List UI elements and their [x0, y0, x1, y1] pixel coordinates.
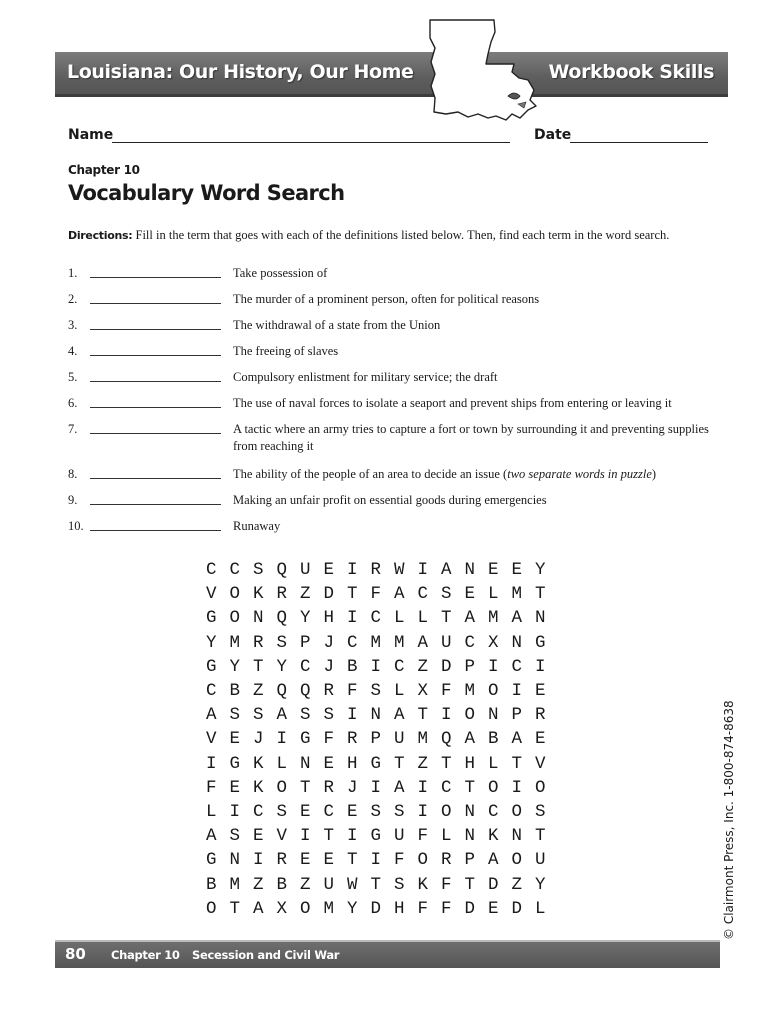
grid-letter: S: [370, 681, 382, 701]
grid-letter: Y: [206, 632, 217, 653]
grid-letter: E: [229, 777, 241, 798]
grid-letter: O: [511, 802, 523, 822]
name-label: Name: [68, 127, 114, 143]
grid-letter: U: [535, 850, 546, 871]
definition-text: The ability of the people of an area to decide an issue (two separate words in puzzle): [233, 467, 657, 481]
grid-letter: O: [488, 681, 499, 701]
grid-letter: K: [417, 874, 429, 895]
grid-letter: S: [441, 584, 452, 605]
grid-row: [206, 826, 559, 846]
grid-letter: F: [206, 777, 217, 798]
grid-letter: L: [394, 681, 405, 701]
answer-blank[interactable]: [90, 407, 221, 408]
definition-text: Runaway: [233, 519, 281, 533]
grid-letter: I: [417, 777, 429, 798]
grid-letter: I: [253, 850, 264, 871]
grid-letter: T: [370, 874, 382, 895]
grid-letter: S: [253, 560, 264, 580]
grid-letter: E: [464, 584, 476, 605]
grid-row: [206, 850, 559, 870]
grid-letter: A: [441, 560, 452, 580]
definition-number: 8.: [68, 467, 78, 481]
grid-letter: Z: [417, 656, 429, 677]
grid-letter: A: [511, 729, 523, 750]
grid-letter: O: [488, 777, 499, 798]
grid-letter: B: [488, 729, 499, 750]
grid-letter: E: [323, 560, 335, 580]
name-input-line[interactable]: [112, 142, 510, 143]
grid-letter: N: [370, 705, 382, 726]
grid-letter: I: [347, 608, 358, 629]
grid-letter: I: [511, 777, 523, 798]
answer-blank[interactable]: [90, 303, 221, 304]
grid-letter: O: [276, 777, 288, 798]
grid-letter: T: [441, 608, 452, 629]
grid-letter: X: [276, 898, 288, 919]
grid-letter: M: [417, 729, 429, 750]
grid-letter: Z: [300, 874, 311, 895]
grid-letter: I: [535, 656, 546, 677]
grid-letter: K: [253, 777, 264, 798]
grid-letter: T: [253, 656, 264, 677]
definition-text: The murder of a prominent person, often for political reasons: [233, 292, 540, 306]
grid-letter: I: [370, 777, 382, 798]
grid-letter: F: [417, 826, 429, 847]
grid-letter: C: [347, 632, 358, 653]
grid-letter: I: [511, 681, 523, 701]
grid-letter: G: [370, 826, 382, 847]
grid-letter: R: [323, 777, 335, 798]
grid-letter: C: [441, 777, 452, 798]
grid-letter: O: [229, 608, 241, 629]
grid-letter: A: [394, 777, 405, 798]
grid-letter: S: [276, 632, 288, 653]
answer-blank[interactable]: [90, 381, 221, 382]
grid-letter: G: [206, 608, 217, 629]
grid-letter: D: [370, 898, 382, 919]
definition-text: A tactic where an army tries to capture a fort or town by surrounding it and preventing supplies from reaching it: [233, 422, 709, 453]
grid-letter: B: [276, 874, 288, 895]
grid-letter: J: [323, 656, 335, 677]
grid-letter: Q: [441, 729, 452, 750]
definition-number: 6.: [68, 396, 78, 410]
grid-letter: Y: [347, 898, 358, 919]
grid-letter: Q: [300, 681, 311, 701]
definition-number: 1.: [68, 266, 78, 280]
grid-letter: T: [229, 898, 241, 919]
definition-number: 9.: [68, 493, 78, 507]
definition-number: 5.: [68, 370, 78, 384]
grid-letter: O: [300, 898, 311, 919]
grid-letter: C: [511, 656, 523, 677]
definition-number: 3.: [68, 318, 78, 332]
grid-letter: D: [511, 898, 523, 919]
grid-letter: U: [394, 826, 405, 847]
grid-letter: O: [229, 584, 241, 605]
grid-letter: Y: [535, 560, 546, 580]
grid-letter: E: [535, 729, 546, 750]
grid-letter: N: [464, 802, 476, 822]
directions: [68, 228, 728, 243]
grid-letter: T: [347, 850, 358, 871]
definition-main-text: The ability of the people of an area to decide an issue: [233, 467, 500, 481]
grid-letter: V: [206, 729, 217, 750]
grid-letter: A: [464, 608, 476, 629]
grid-letter: V: [535, 753, 546, 774]
grid-letter: M: [229, 632, 241, 653]
grid-letter: N: [511, 826, 523, 847]
grid-letter: A: [488, 850, 499, 871]
grid-letter: G: [206, 850, 217, 871]
grid-letter: S: [229, 826, 241, 847]
grid-letter: U: [300, 560, 311, 580]
grid-letter: E: [347, 802, 358, 822]
grid-letter: H: [323, 608, 335, 629]
footer-chapter: Chapter 10: [111, 948, 180, 962]
grid-letter: R: [370, 560, 382, 580]
definition-note: two separate words in puzzle: [507, 467, 652, 481]
grid-letter: O: [441, 802, 452, 822]
grid-letter: T: [417, 705, 429, 726]
grid-letter: E: [300, 802, 311, 822]
grid-letter: Y: [276, 656, 288, 677]
grid-letter: A: [394, 584, 405, 605]
grid-letter: K: [253, 753, 264, 774]
grid-letter: U: [394, 729, 405, 750]
grid-letter: I: [347, 705, 358, 726]
chapter-label: Chapter 10: [68, 163, 140, 177]
answer-blank[interactable]: [90, 504, 221, 505]
grid-row: [206, 608, 559, 628]
grid-row: [206, 633, 559, 653]
grid-letter: N: [464, 826, 476, 847]
date-input-line[interactable]: [570, 142, 708, 143]
grid-letter: J: [323, 632, 335, 653]
grid-letter: E: [300, 850, 311, 871]
grid-letter: N: [535, 608, 546, 629]
grid-letter: V: [276, 826, 288, 847]
grid-row: [206, 657, 559, 677]
grid-letter: S: [253, 705, 264, 726]
grid-letter: P: [370, 729, 382, 750]
grid-row: [206, 560, 559, 580]
grid-letter: T: [394, 753, 405, 774]
definition-text: The use of naval forces to isolate a seaport and prevent ships from entering or leaving it: [233, 396, 672, 410]
grid-letter: V: [206, 584, 217, 605]
grid-letter: U: [323, 874, 335, 895]
grid-letter: I: [206, 753, 217, 774]
grid-letter: C: [206, 560, 217, 580]
grid-letter: S: [370, 802, 382, 822]
definition-text: The freeing of slaves: [233, 344, 339, 358]
answer-blank[interactable]: [90, 277, 221, 278]
grid-letter: A: [417, 632, 429, 653]
grid-letter: R: [535, 705, 546, 726]
grid-letter: R: [276, 584, 288, 605]
grid-row: [206, 584, 559, 604]
grid-letter: T: [535, 584, 546, 605]
definition-text: Compulsory enlistment for military service; the draft: [233, 370, 498, 384]
definition-text: Making an unfair profit on essential goods during emergencies: [233, 493, 547, 507]
definition-text: The withdrawal of a state from the Union: [233, 318, 441, 332]
header-bar: [55, 52, 728, 97]
grid-letter: F: [441, 898, 452, 919]
grid-letter: B: [229, 681, 241, 701]
grid-letter: I: [488, 656, 499, 677]
grid-letter: S: [323, 705, 335, 726]
grid-letter: R: [253, 632, 264, 653]
grid-letter: F: [347, 681, 358, 701]
grid-letter: Q: [276, 608, 288, 629]
grid-letter: C: [206, 681, 217, 701]
grid-letter: D: [488, 874, 499, 895]
answer-blank[interactable]: [90, 530, 221, 531]
grid-letter: N: [511, 632, 523, 653]
definition-number: 10.: [68, 519, 84, 533]
grid-letter: P: [464, 850, 476, 871]
grid-row: [206, 729, 559, 749]
answer-blank[interactable]: [90, 433, 221, 434]
grid-letter: I: [370, 656, 382, 677]
grid-letter: I: [347, 560, 358, 580]
grid-letter: Z: [253, 874, 264, 895]
grid-letter: K: [488, 826, 499, 847]
grid-letter: Z: [253, 681, 264, 701]
grid-letter: T: [347, 584, 358, 605]
grid-letter: G: [535, 632, 546, 653]
grid-letter: E: [535, 681, 546, 701]
grid-letter: E: [323, 753, 335, 774]
grid-letter: Z: [511, 874, 523, 895]
grid-letter: L: [488, 584, 499, 605]
grid-letter: G: [229, 753, 241, 774]
grid-letter: P: [464, 656, 476, 677]
grid-letter: M: [370, 632, 382, 653]
grid-letter: F: [323, 729, 335, 750]
grid-letter: Z: [417, 753, 429, 774]
grid-letter: T: [535, 826, 546, 847]
grid-letter: L: [276, 753, 288, 774]
definition-number: 7.: [68, 422, 78, 436]
grid-letter: E: [488, 560, 499, 580]
footer-bar: [55, 940, 720, 968]
answer-blank[interactable]: [90, 478, 221, 479]
grid-letter: C: [300, 656, 311, 677]
grid-letter: N: [253, 608, 264, 629]
grid-letter: U: [441, 632, 452, 653]
grid-row: [206, 875, 559, 895]
footer-section-title: Secession and Civil War: [192, 948, 340, 962]
grid-letter: D: [323, 584, 335, 605]
grid-letter: O: [417, 850, 429, 871]
grid-letter: C: [464, 632, 476, 653]
grid-letter: C: [323, 802, 335, 822]
grid-letter: E: [488, 898, 499, 919]
grid-letter: L: [535, 898, 546, 919]
grid-letter: F: [370, 584, 382, 605]
definition-number: 2.: [68, 292, 78, 306]
grid-letter: S: [535, 802, 546, 822]
grid-letter: M: [464, 681, 476, 701]
grid-letter: K: [253, 584, 264, 605]
grid-letter: Y: [535, 874, 546, 895]
grid-letter: E: [511, 560, 523, 580]
grid-letter: O: [206, 898, 217, 919]
grid-letter: G: [206, 656, 217, 677]
grid-letter: A: [206, 705, 217, 726]
grid-letter: W: [347, 874, 358, 895]
grid-letter: I: [441, 705, 452, 726]
grid-row: [206, 754, 559, 774]
grid-letter: R: [323, 681, 335, 701]
grid-letter: F: [441, 681, 452, 701]
grid-letter: O: [511, 850, 523, 871]
grid-letter: N: [464, 560, 476, 580]
grid-letter: S: [300, 705, 311, 726]
grid-letter: S: [394, 874, 405, 895]
definition-text: Take possession of: [233, 266, 328, 280]
grid-letter: C: [394, 656, 405, 677]
grid-letter: C: [229, 560, 241, 580]
grid-letter: G: [300, 729, 311, 750]
grid-letter: H: [394, 898, 405, 919]
grid-letter: O: [535, 777, 546, 798]
grid-letter: A: [511, 608, 523, 629]
copyright-notice: © Clairmont Press, Inc. 1-800-874-8638: [722, 700, 736, 940]
grid-row: [206, 778, 559, 798]
grid-letter: F: [417, 898, 429, 919]
directions-text: Fill in the term that goes with each of the definitions listed below. Then, find each term in the word search.: [135, 228, 670, 242]
grid-letter: A: [276, 705, 288, 726]
grid-letter: I: [300, 826, 311, 847]
student-info-row: [68, 127, 708, 149]
grid-letter: A: [253, 898, 264, 919]
grid-letter: D: [441, 656, 452, 677]
grid-letter: E: [229, 729, 241, 750]
grid-letter: C: [370, 608, 382, 629]
grid-letter: C: [488, 802, 499, 822]
grid-letter: P: [511, 705, 523, 726]
grid-letter: S: [229, 705, 241, 726]
grid-letter: I: [417, 560, 429, 580]
grid-row: [206, 705, 559, 725]
grid-row: [206, 899, 559, 919]
grid-letter: I: [276, 729, 288, 750]
grid-letter: T: [464, 777, 476, 798]
grid-letter: E: [323, 850, 335, 871]
grid-letter: P: [300, 632, 311, 653]
grid-letter: Y: [300, 608, 311, 629]
grid-letter: M: [511, 584, 523, 605]
grid-letter: T: [511, 753, 523, 774]
grid-letter: L: [488, 753, 499, 774]
grid-letter: S: [394, 802, 405, 822]
grid-letter: R: [276, 850, 288, 871]
grid-letter: M: [323, 898, 335, 919]
grid-letter: J: [347, 777, 358, 798]
grid-letter: T: [300, 777, 311, 798]
grid-letter: M: [488, 608, 499, 629]
grid-letter: N: [229, 850, 241, 871]
grid-letter: R: [441, 850, 452, 871]
grid-letter: T: [464, 874, 476, 895]
date-label: Date: [534, 127, 572, 143]
grid-letter: J: [253, 729, 264, 750]
workbook-skills-label: Workbook Skills: [548, 61, 714, 83]
answer-blank[interactable]: [90, 355, 221, 356]
grid-row: [206, 802, 559, 822]
louisiana-map-icon: [422, 18, 542, 126]
grid-letter: I: [417, 802, 429, 822]
grid-letter: H: [464, 753, 476, 774]
grid-letter: Q: [276, 681, 288, 701]
directions-label: Directions:: [68, 229, 133, 242]
grid-letter: X: [417, 681, 429, 701]
grid-letter: H: [347, 753, 358, 774]
grid-letter: I: [229, 802, 241, 822]
grid-letter: C: [417, 584, 429, 605]
grid-letter: I: [347, 826, 358, 847]
grid-letter: T: [441, 753, 452, 774]
grid-letter: L: [441, 826, 452, 847]
grid-letter: G: [370, 753, 382, 774]
grid-letter: F: [394, 850, 405, 871]
grid-letter: A: [394, 705, 405, 726]
answer-blank[interactable]: [90, 329, 221, 330]
grid-letter: Z: [300, 584, 311, 605]
grid-letter: W: [394, 560, 405, 580]
grid-letter: Y: [229, 656, 241, 677]
page-title: Vocabulary Word Search: [68, 181, 345, 205]
definition-number: 4.: [68, 344, 78, 358]
grid-letter: E: [253, 826, 264, 847]
grid-letter: X: [488, 632, 499, 653]
grid-letter: B: [347, 656, 358, 677]
grid-letter: C: [253, 802, 264, 822]
page-number: 80: [65, 945, 86, 963]
grid-letter: N: [300, 753, 311, 774]
grid-letter: F: [441, 874, 452, 895]
grid-letter: A: [464, 729, 476, 750]
grid-letter: M: [394, 632, 405, 653]
grid-letter: R: [347, 729, 358, 750]
grid-letter: L: [394, 608, 405, 629]
book-title: Louisiana: Our History, Our Home: [67, 61, 414, 83]
grid-letter: S: [276, 802, 288, 822]
grid-letter: D: [464, 898, 476, 919]
grid-letter: I: [370, 850, 382, 871]
grid-letter: O: [464, 705, 476, 726]
grid-letter: A: [206, 826, 217, 847]
grid-row: [206, 681, 559, 701]
grid-letter: L: [417, 608, 429, 629]
grid-letter: T: [323, 826, 335, 847]
grid-letter: L: [206, 802, 217, 822]
grid-letter: Q: [276, 560, 288, 580]
grid-letter: N: [488, 705, 499, 726]
grid-letter: B: [206, 874, 217, 895]
grid-letter: M: [229, 874, 241, 895]
